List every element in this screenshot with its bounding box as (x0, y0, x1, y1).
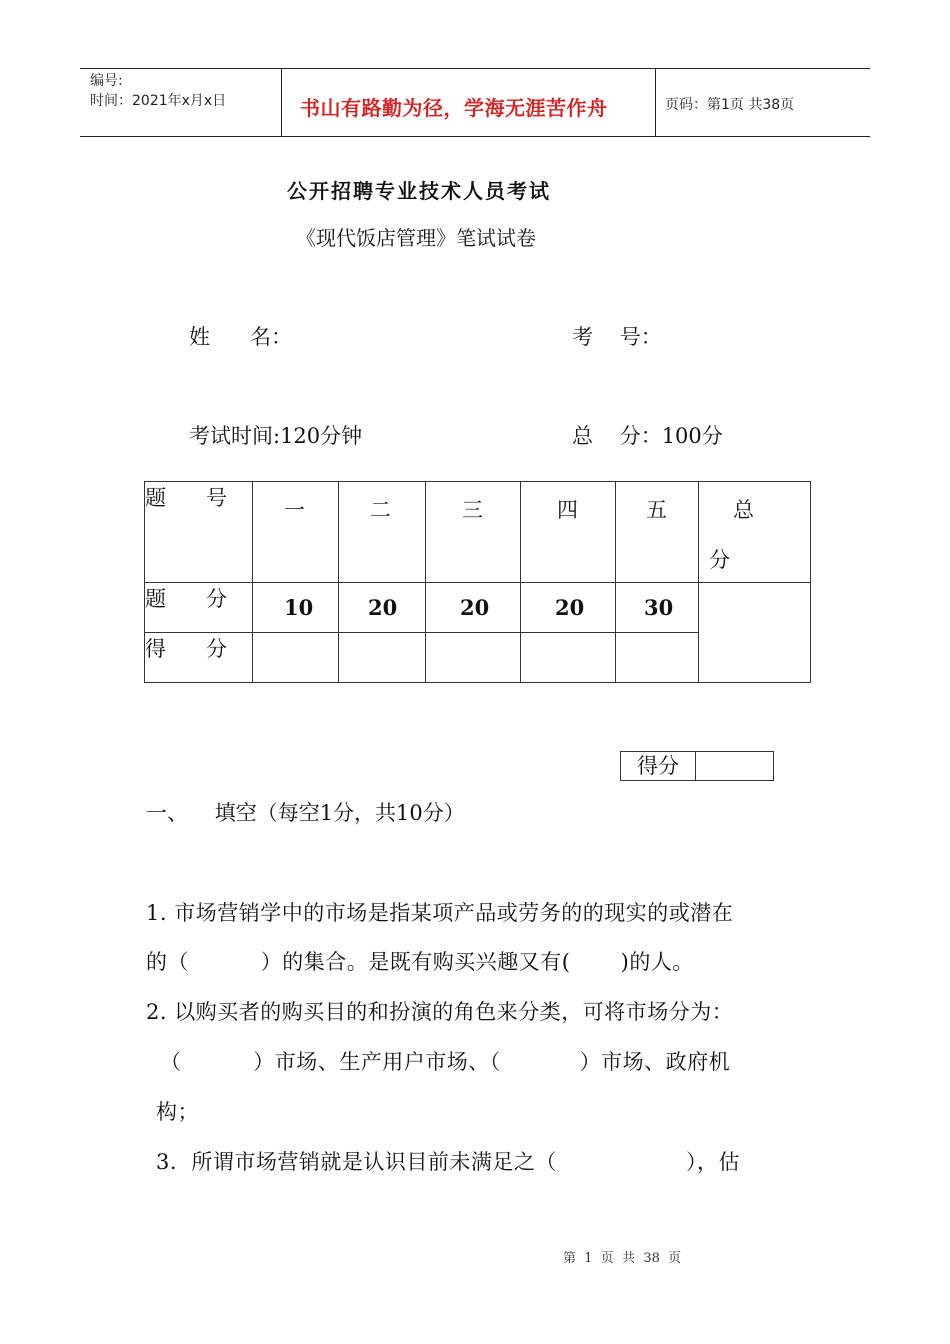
column-header: 四 (521, 482, 616, 583)
score-cell[interactable] (253, 633, 339, 683)
page-footer: 第 1 页 共 38 页 (563, 1251, 682, 1266)
score-cell[interactable] (339, 633, 426, 683)
exam-title: 公开招聘专业技术人员考试 (287, 179, 551, 203)
total-column-header (699, 482, 811, 583)
exam-time: 考试时间:120分钟 (189, 424, 363, 448)
section-heading: 一、 填空（每空1分，共10分） (146, 801, 465, 825)
row-label-question-number: 题 号 (145, 482, 253, 583)
points-cell: 20 (339, 583, 426, 633)
row-label-score: 得 分 (145, 633, 253, 683)
header-page-info: 页码：第1页 共38页 (665, 97, 795, 113)
points-cell: 30 (616, 583, 699, 633)
header-divider-right (655, 68, 656, 136)
score-cell[interactable] (616, 633, 699, 683)
score-cell[interactable] (521, 633, 616, 683)
header-motto: 书山有路勤为径，学海无涯苦作舟 (300, 96, 608, 120)
column-header: 二 (339, 482, 426, 583)
question-3-line-1: 3. 所谓市场营销就是认识目前未满足之（ ），估 (156, 1150, 741, 1174)
question-2-line-2: （ ）市场、生产用户市场、（ ）市场、政府机 (160, 1050, 731, 1074)
name-field-label: 姓 名： (189, 325, 293, 349)
question-2-line-3: 构； (156, 1100, 199, 1124)
section-score-input[interactable] (696, 752, 773, 780)
exam-total-score: 总 分：100分 (572, 424, 723, 448)
header-divider-left (281, 68, 282, 136)
total-label-top: 总 (733, 498, 754, 522)
points-cell: 20 (521, 583, 616, 633)
section-score-label: 得分 (621, 752, 696, 780)
question-1-line-1: 1. 市场营销学中的市场是指某项产品或劳务的的现实的或潜在 (146, 901, 734, 925)
column-header: 三 (426, 482, 521, 583)
total-score-cell[interactable] (699, 583, 811, 683)
question-2-line-1: 2. 以购买者的购买目的和扮演的角色来分类，可将市场分为： (146, 1000, 734, 1024)
exam-number-label: 考 号： (572, 325, 662, 349)
row-label-points: 题 分 (145, 583, 253, 633)
points-cell: 20 (426, 583, 521, 633)
header-code-label: 编号: (90, 73, 123, 89)
table-row (145, 583, 811, 633)
points-cell: 10 (253, 583, 339, 633)
question-1-line-2: 的（ ）的集合。是既有购买兴趣又有( )的人。 (146, 950, 694, 974)
header-top-border (80, 68, 870, 69)
header-bottom-border (80, 136, 870, 137)
total-label-bottom: 分 (709, 548, 730, 572)
score-table (144, 481, 811, 683)
score-cell[interactable] (426, 633, 521, 683)
exam-subtitle: 《现代饭店管理》笔试试卷 (296, 226, 536, 250)
section-score-box (620, 751, 774, 781)
column-header: 五 (616, 482, 699, 583)
table-row (145, 482, 811, 583)
header-date: 时间：2021年x月x日 (90, 93, 227, 109)
column-header: 一 (253, 482, 339, 583)
